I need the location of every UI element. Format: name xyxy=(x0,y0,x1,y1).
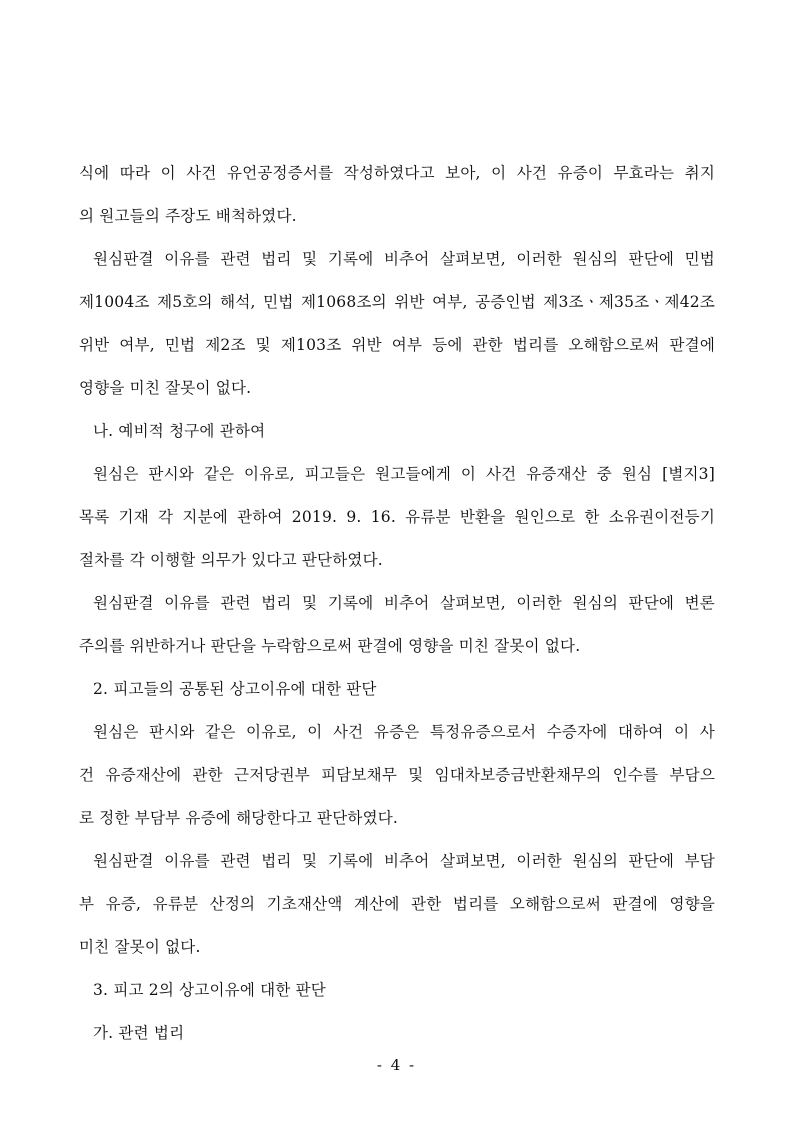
text-line-9: 목록 기재 각 지분에 관하여 2019. 9. 16. 유류분 반환을 원인으로 한 소유권이전등기 xyxy=(79,508,715,526)
section-heading-common-appeal: 2. 피고들의 공통된 상고이유에 대한 판단 xyxy=(93,680,377,698)
text-line-10: 절차를 각 이행할 의무가 있다고 판단하였다. xyxy=(79,551,383,569)
text-line-18: 부 유증, 유류분 산정의 기초재산액 계산에 관한 법리를 오해함으로써 판결에 영향을 xyxy=(79,895,715,913)
section-heading-defendant-2-appeal: 3. 피고 2의 상고이유에 대한 판단 xyxy=(93,981,326,999)
page-number: - 4 - xyxy=(376,1056,417,1074)
text-line-16: 로 정한 부담부 유증에 해당한다고 판단하였다. xyxy=(79,809,399,827)
text-line-15: 건 유증재산에 관한 근저당권부 피담보채무 및 임대차보증금반환채무의 인수를 부담으 xyxy=(79,766,715,784)
text-line-8: 원심은 판시와 같은 이유로, 피고들은 원고들에게 이 사건 유증재산 중 원심 [별지3] xyxy=(93,465,715,483)
text-line-2: 의 원고들의 주장도 배척하였다. xyxy=(79,207,297,225)
text-line-19: 미친 잘못이 없다. xyxy=(79,938,201,956)
text-line-4: 제1004조 제5호의 해석, 민법 제1068조의 위반 여부, 공증인법 제3조ㆍ제35조ㆍ제42조 xyxy=(79,293,715,311)
subsection-heading-related-law: 가. 관련 법리 xyxy=(93,1024,185,1042)
text-line-11: 원심판결 이유를 관련 법리 및 기록에 비추어 살펴보면, 이러한 원심의 판단에 변론 xyxy=(93,594,715,612)
text-line-5: 위반 여부, 민법 제2조 및 제103조 위반 여부 등에 관한 법리를 오해함으로써 판결에 xyxy=(79,336,715,354)
text-line-12: 주의를 위반하거나 판단을 누락함으로써 판결에 영향을 미친 잘못이 없다. xyxy=(79,637,581,655)
text-line-3: 원심판결 이유를 관련 법리 및 기록에 비추어 살펴보면, 이러한 원심의 판단에 민법 xyxy=(93,250,715,268)
text-line-1: 식에 따라 이 사건 유언공정증서를 작성하였다고 보아, 이 사건 유증이 무효라는 취지 xyxy=(79,164,715,182)
section-heading-preliminary-claim: 나. 예비적 청구에 관하여 xyxy=(93,422,266,440)
text-line-6: 영향을 미친 잘못이 없다. xyxy=(79,379,252,397)
text-line-14: 원심은 판시와 같은 이유로, 이 사건 유증은 특정유증으로서 수증자에 대하여 이 사 xyxy=(93,723,715,741)
text-line-17: 원심판결 이유를 관련 법리 및 기록에 비추어 살펴보면, 이러한 원심의 판단에 부담 xyxy=(93,852,715,870)
